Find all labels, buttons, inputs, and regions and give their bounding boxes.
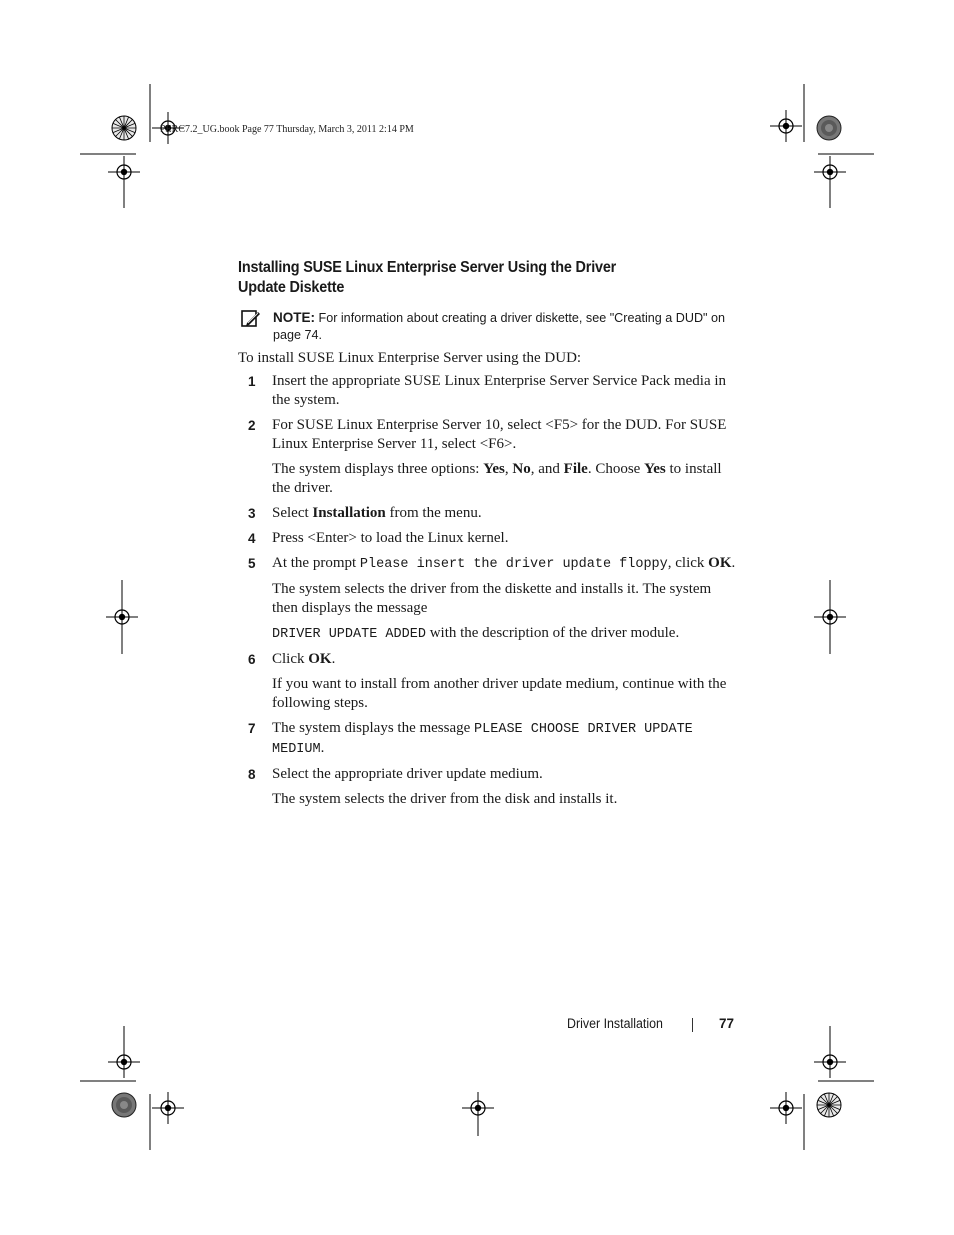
list-item xyxy=(238,650,738,713)
note-text xyxy=(273,309,738,344)
list-item xyxy=(238,719,738,759)
text-run: from the menu. xyxy=(385,505,482,521)
text-run: . Choose xyxy=(587,461,645,477)
intro-paragraph: To install SUSE Linux Enterprise Server using the DUD: xyxy=(238,350,582,366)
step-text: Insert the appropriate SUSE Linux Enterprise Server Service Pack media in the system. xyxy=(272,373,727,408)
note-body: For information about creating a driver diskette, see "Creating a DUD" on page 74. xyxy=(273,311,726,342)
code-text: DRIVER UPDATE ADDED xyxy=(272,627,426,642)
text-run: Click xyxy=(272,651,309,667)
text-run: The system displays three options: xyxy=(272,461,484,477)
footer-section-title xyxy=(567,1016,671,1031)
step-number: 3 xyxy=(248,506,256,521)
page-number: 77 xyxy=(719,1016,735,1031)
text-run: with the description of the driver module. xyxy=(425,625,680,641)
step-number: 8 xyxy=(248,767,256,782)
ui-term: Yes xyxy=(483,461,505,477)
note-callout xyxy=(238,309,738,344)
list-item xyxy=(238,554,738,644)
ui-term: File xyxy=(563,461,588,477)
ui-term: Installation xyxy=(312,505,386,521)
step-detail xyxy=(272,460,738,498)
step-text xyxy=(272,650,738,669)
footer-section-label: Driver Installation xyxy=(567,1016,663,1031)
section-heading xyxy=(238,258,703,298)
step-detail: The system selects the driver from the diskette and installs it. The system then displays the message xyxy=(272,581,712,616)
text-run: At the prompt xyxy=(272,555,360,571)
text-run: , click xyxy=(667,555,709,571)
pencil-note-icon xyxy=(241,310,261,328)
ui-term: OK xyxy=(708,555,732,571)
ui-term: OK xyxy=(308,651,332,667)
step-number: 7 xyxy=(248,721,256,736)
note-label: NOTE: xyxy=(273,310,315,325)
step-number: 1 xyxy=(248,374,256,389)
step-number: 5 xyxy=(248,556,256,571)
step-text xyxy=(272,719,738,759)
list-item xyxy=(238,416,738,498)
text-run: to install the driver. xyxy=(272,461,722,496)
text-run: The system displays the message xyxy=(272,720,475,736)
list-item xyxy=(238,529,738,548)
step-detail: The system selects the driver from the disk and installs it. xyxy=(272,791,618,807)
text-run: Select xyxy=(272,505,313,521)
step-text: Select the appropriate driver update medium. xyxy=(272,766,543,782)
step-detail: If you want to install from another driver update medium, continue with the following steps. xyxy=(272,676,727,711)
heading-line: Installing SUSE Linux Enterprise Server Using the Driver xyxy=(238,259,617,276)
print-slug: PERC7.2_UG.book Page 77 Thursday, March 3, 2011 2:14 PM xyxy=(160,124,414,135)
step-list xyxy=(238,372,738,809)
step-detail xyxy=(272,624,738,644)
step-text xyxy=(272,554,738,574)
code-text: Please insert the driver update floppy xyxy=(359,557,668,572)
text-run: . xyxy=(731,555,736,571)
list-item xyxy=(238,504,738,523)
text-run: , xyxy=(504,461,513,477)
code-text: PLEASE CHOOSE DRIVER UPDATE MEDIUM xyxy=(272,722,693,757)
step-number: 6 xyxy=(248,652,256,667)
footer-divider xyxy=(692,1018,693,1032)
text-run: , and xyxy=(530,461,564,477)
step-number: 2 xyxy=(248,418,256,433)
step-text: For SUSE Linux Enterprise Server 10, select <F5> for the DUD. For SUSE Linux Enterprise Server 11, select <F6>. xyxy=(272,417,727,452)
step-text: Press <Enter> to load the Linux kernel. xyxy=(272,530,509,546)
step-text xyxy=(272,504,738,523)
list-item xyxy=(238,372,738,410)
heading-line: Update Diskette xyxy=(238,279,345,296)
ui-term: No xyxy=(512,461,531,477)
ui-term: Yes xyxy=(644,461,666,477)
text-run: . xyxy=(331,651,336,667)
page-content xyxy=(238,258,738,815)
list-item xyxy=(238,765,738,809)
step-number: 4 xyxy=(248,531,256,546)
text-run: . xyxy=(320,740,325,756)
